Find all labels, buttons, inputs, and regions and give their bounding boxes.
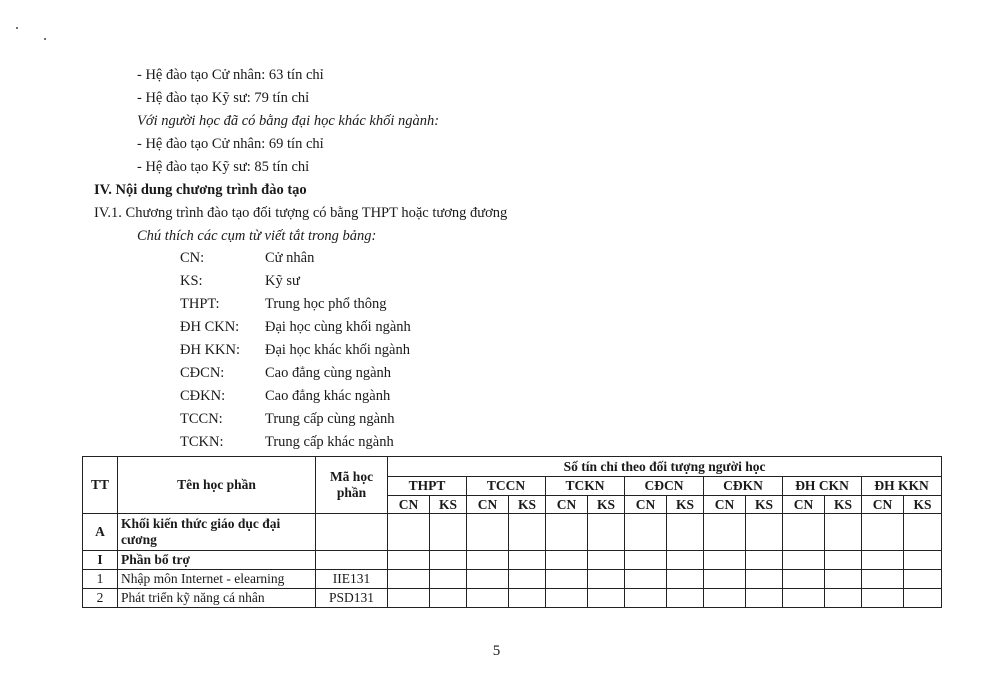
abbr-key: TCCN: xyxy=(180,411,223,427)
scan-speck xyxy=(44,38,46,40)
row-tt: 2 xyxy=(83,589,118,608)
group-header-thpt: THPT xyxy=(388,477,467,496)
row-code xyxy=(316,551,388,570)
sub-header-cn: CN xyxy=(546,496,588,514)
col-header-credits: Số tín chỉ theo đối tượng người học xyxy=(388,457,942,477)
row-code: PSD131 xyxy=(316,589,388,608)
abbr-value: Cử nhân xyxy=(265,250,315,266)
table-row xyxy=(83,551,942,570)
sub-header-cn: CN xyxy=(704,496,746,514)
abbr-key: CĐKN: xyxy=(180,388,226,404)
table-row xyxy=(83,570,942,589)
abbr-value: Đại học cùng khối ngành xyxy=(265,319,411,335)
group-header-cdcn: CĐCN xyxy=(625,477,704,496)
abbr-value: Cao đẳng cùng ngành xyxy=(265,365,392,381)
row-name: Phát triển kỹ năng cá nhân xyxy=(118,589,316,608)
sub-header-ks: KS xyxy=(588,496,625,514)
sub-header-ks: KS xyxy=(746,496,783,514)
row-tt: 1 xyxy=(83,570,118,589)
abbr-value: Trung cấp cùng ngành xyxy=(265,411,395,427)
section-heading: IV. Nội dung chương trình đào tạo xyxy=(94,182,307,198)
abbr-key: ĐH CKN: xyxy=(180,319,240,335)
abbr-value: Trung học phổ thông xyxy=(265,296,387,312)
table-row xyxy=(83,589,942,608)
intro-line-ks: - Hệ đào tạo Kỹ sư: 79 tín chỉ xyxy=(137,90,310,106)
sub-header-cn: CN xyxy=(388,496,430,514)
row-code xyxy=(316,514,388,551)
col-header-tt: TT xyxy=(83,457,118,514)
abbr-value: Đại học khác khối ngành xyxy=(265,342,410,358)
row-code: IIE131 xyxy=(316,570,388,589)
group-header-cdkn: CĐKN xyxy=(704,477,783,496)
abbr-key: CĐCN: xyxy=(180,365,225,381)
sub-header-cn: CN xyxy=(783,496,825,514)
sub-header-ks: KS xyxy=(509,496,546,514)
abbr-key: ĐH KKN: xyxy=(180,342,241,358)
page-number: 5 xyxy=(492,643,501,659)
row-tt: I xyxy=(83,551,118,570)
sub-header-ks: KS xyxy=(667,496,704,514)
row-name: Nhập môn Internet - elearning xyxy=(118,570,316,589)
col-header-name: Tên học phần xyxy=(118,457,316,514)
other-major-line-cn: - Hệ đào tạo Cử nhân: 69 tín chỉ xyxy=(137,136,324,152)
table-row xyxy=(83,514,942,551)
abbr-value: Trung cấp khác ngành xyxy=(265,434,394,450)
scan-speck xyxy=(16,27,18,29)
sub-header-cn: CN xyxy=(467,496,509,514)
abbr-key: TCKN: xyxy=(180,434,224,450)
abbr-key: THPT: xyxy=(180,296,220,312)
sub-header-ks: KS xyxy=(825,496,862,514)
other-major-note: Với người học đã có bằng đại học khác khối ngành: xyxy=(137,113,440,129)
intro-line-cn: - Hệ đào tạo Cử nhân: 63 tín chỉ xyxy=(137,67,324,83)
row-name: Phần bổ trợ xyxy=(118,551,316,570)
sub-header-ks: KS xyxy=(904,496,942,514)
col-header-code: Mã học phần xyxy=(316,457,388,514)
abbr-value: Kỹ sư xyxy=(265,273,300,289)
other-major-line-ks: - Hệ đào tạo Kỹ sư: 85 tín chỉ xyxy=(137,159,310,175)
group-header-dh-ckn: ĐH CKN xyxy=(783,477,862,496)
abbreviation-note: Chú thích các cụm từ viết tắt trong bảng: xyxy=(137,228,377,244)
abbr-key: KS: xyxy=(180,273,203,289)
abbr-value: Cao đẳng khác ngành xyxy=(265,388,391,404)
subsection-heading: IV.1. Chương trình đào tạo đối tượng có bằng THPT hoặc tương đương xyxy=(94,205,508,221)
group-header-tckn: TCKN xyxy=(546,477,625,496)
group-header-dh-kkn: ĐH KKN xyxy=(862,477,942,496)
sub-header-ks: KS xyxy=(430,496,467,514)
sub-header-cn: CN xyxy=(625,496,667,514)
row-tt: A xyxy=(83,514,118,551)
abbr-key: CN: xyxy=(180,250,205,266)
credits-table xyxy=(82,456,942,608)
row-name: Khối kiến thức giáo dục đại cương xyxy=(118,514,316,551)
sub-header-cn: CN xyxy=(862,496,904,514)
group-header-tccn: TCCN xyxy=(467,477,546,496)
